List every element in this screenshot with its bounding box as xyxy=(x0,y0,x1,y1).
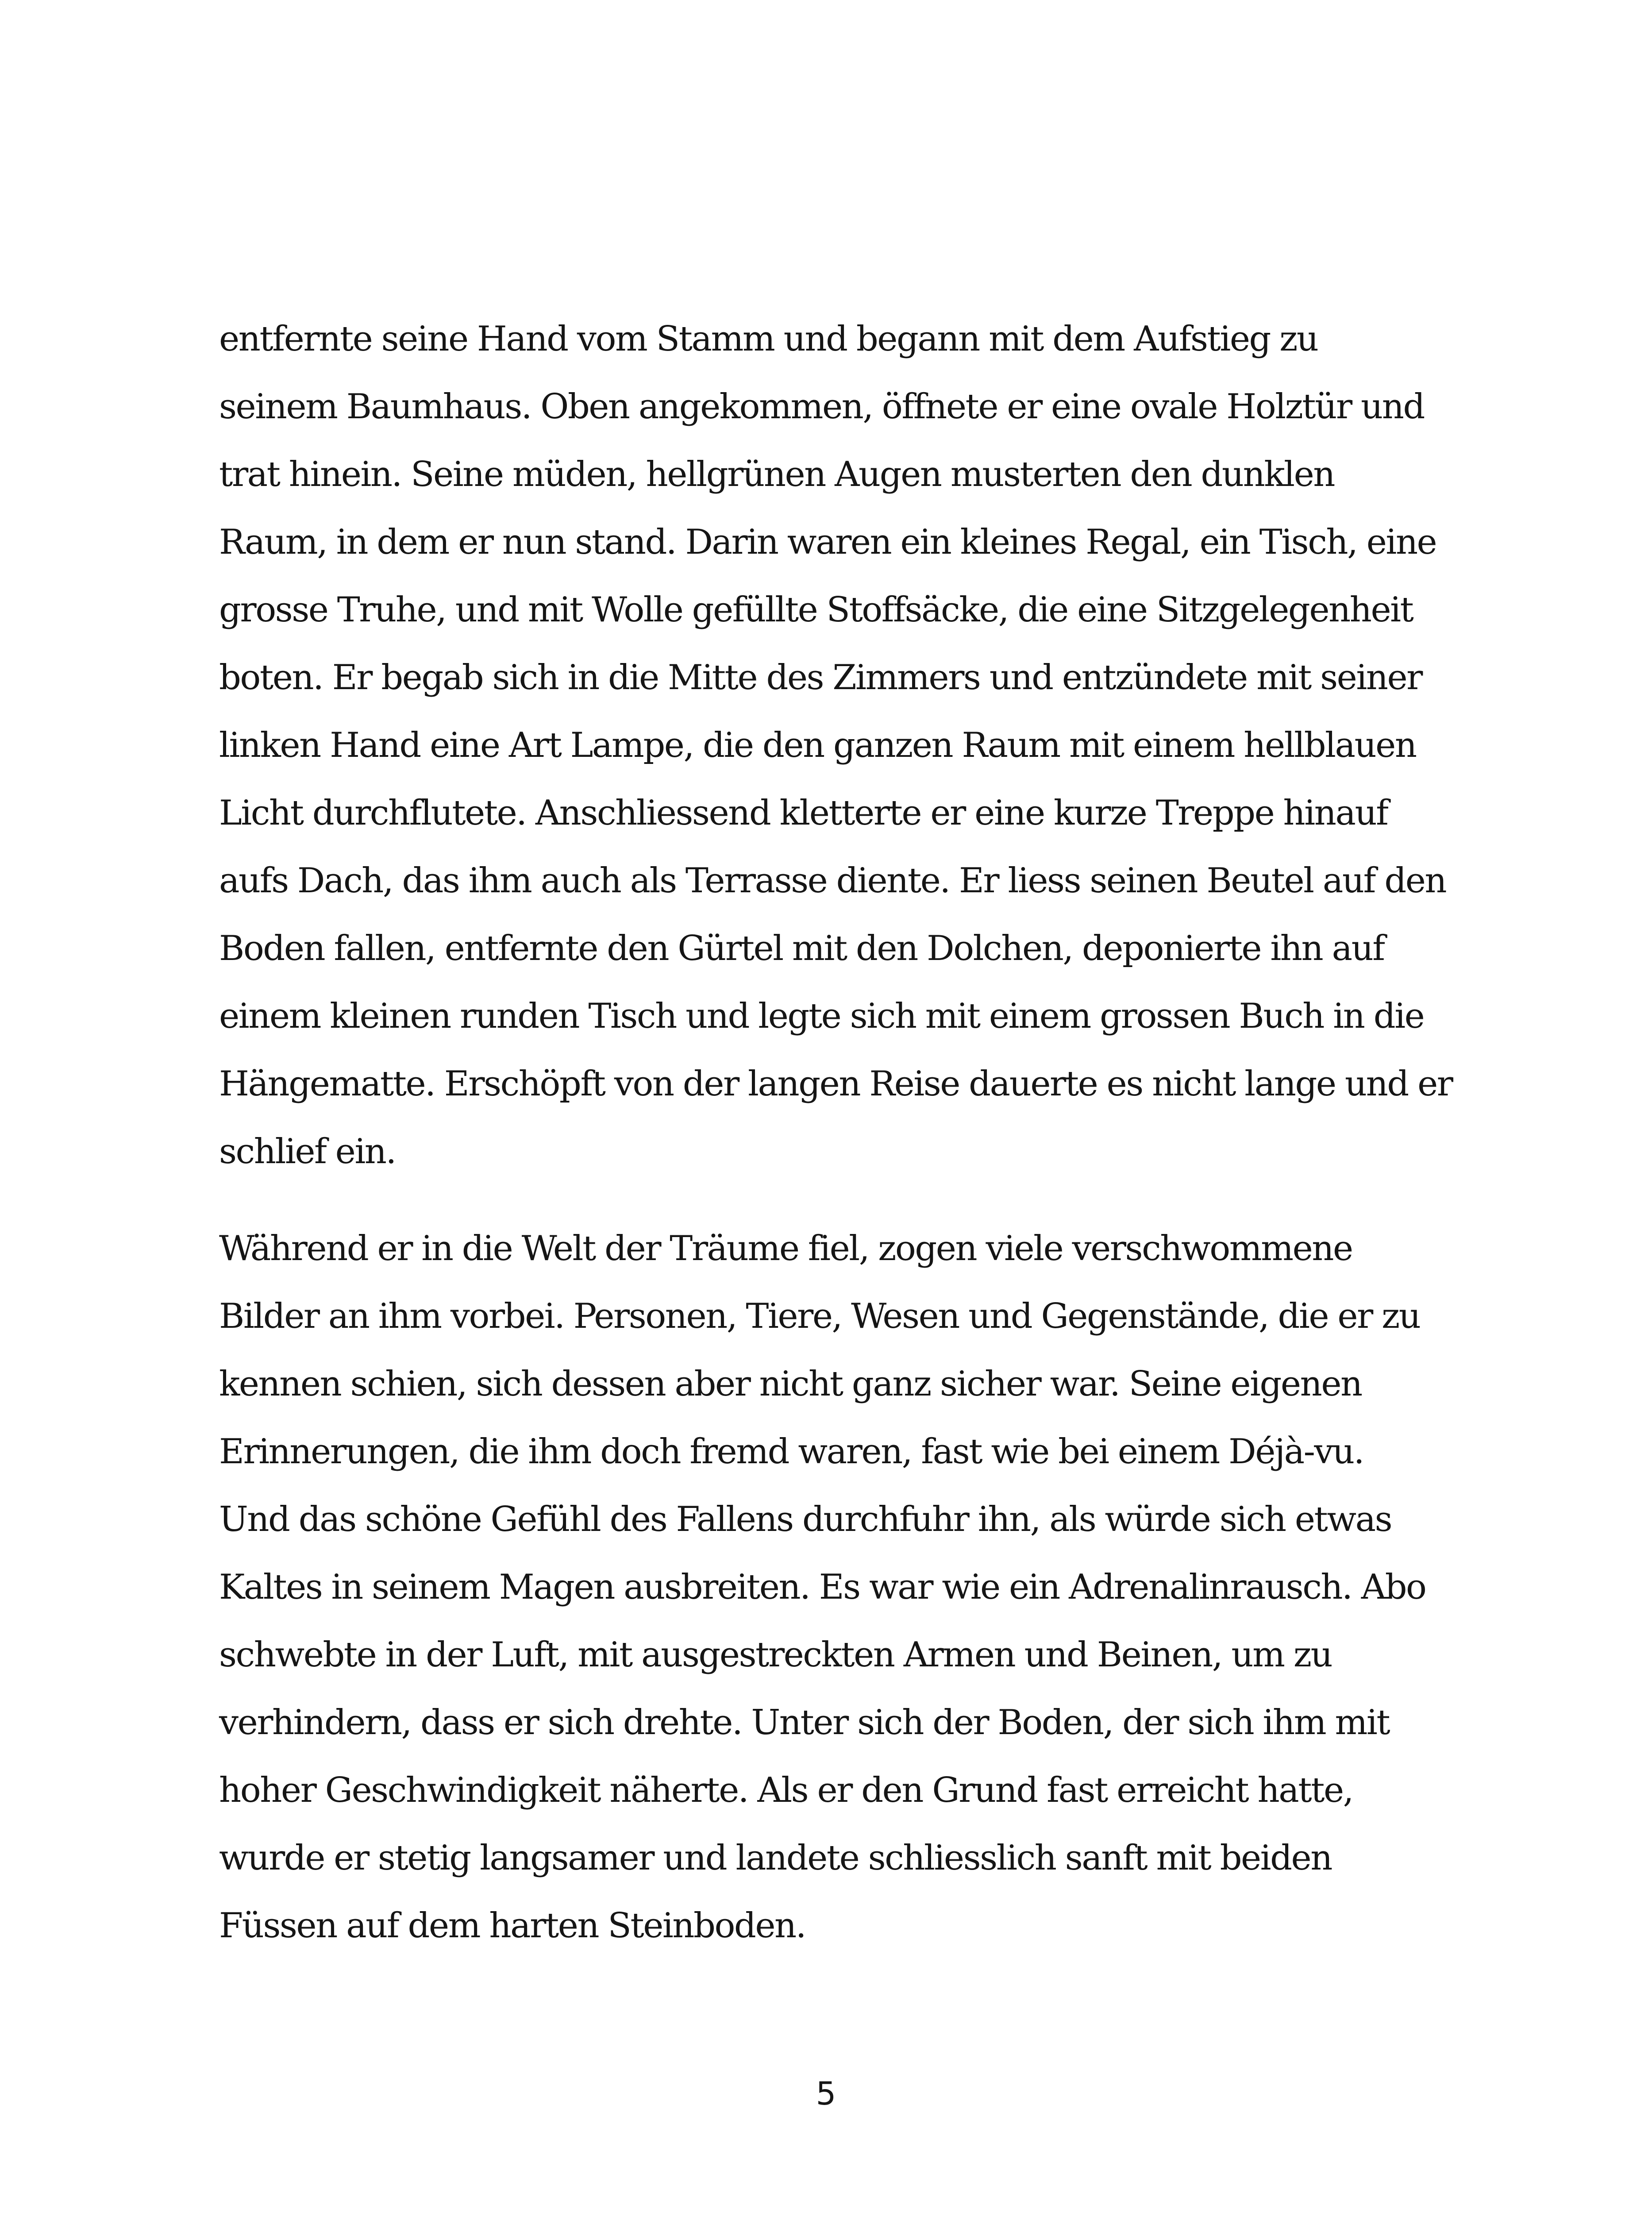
text-line: verhindern, dass er sich drehte. Unter sich der Boden, der sich ihm mit xyxy=(219,1703,1390,1743)
text-line: Licht durchflutete. Anschliessend kletterte er eine kurze Treppe hinauf xyxy=(219,793,1388,833)
text-line: Raum, in dem er nun stand. Darin waren ein kleines Regal, ein Tisch, eine xyxy=(219,522,1436,562)
text-line: grosse Truhe, und mit Wolle gefüllte Stoffsäcke, die eine Sitzgelegenheit xyxy=(219,590,1413,630)
text-line: Bilder an ihm vorbei. Personen, Tiere, Wesen und Gegenstände, die er zu xyxy=(219,1296,1420,1336)
paragraph-2 xyxy=(219,1215,1440,1960)
text-line: Während er in die Welt der Träume fiel, zogen viele verschwommene xyxy=(219,1229,1352,1268)
text-line: einem kleinen runden Tisch und legte sich mit einem grossen Buch in die xyxy=(219,996,1424,1036)
text-line: boten. Er begab sich in die Mitte des Zimmers und entzündete mit seiner xyxy=(219,658,1422,698)
text-line: Boden fallen, entfernte den Gürtel mit den Dolchen, deponierte ihn auf xyxy=(219,929,1384,968)
text-line: trat hinein. Seine müden, hellgrünen Augen musterten den dunklen xyxy=(219,455,1334,494)
text-line: entfernte seine Hand vom Stamm und begann mit dem Aufstieg zu xyxy=(219,319,1318,359)
paragraph-1 xyxy=(219,305,1452,1186)
text-line: aufs Dach, das ihm auch als Terrasse diente. Er liess seinen Beutel auf den xyxy=(219,861,1446,901)
text-line: Kaltes in seinem Magen ausbreiten. Es war wie ein Adrenalinrausch. Abo xyxy=(219,1567,1426,1607)
text-line: Füssen auf dem harten Steinboden. xyxy=(219,1906,806,1946)
text-line: wurde er stetig langsamer und landete schliesslich sanft mit beiden xyxy=(219,1838,1332,1878)
text-line: Hängematte. Erschöpft von der langen Reise dauerte es nicht lange und er xyxy=(219,1064,1452,1104)
text-line: kennen schien, sich dessen aber nicht ganz sicher war. Seine eigenen xyxy=(219,1364,1362,1404)
text-line: schlief ein. xyxy=(219,1132,396,1172)
text-line: Erinnerungen, die ihm doch fremd waren, fast wie bei einem Déjà-vu. xyxy=(219,1432,1364,1472)
page-number: 5 xyxy=(816,2075,836,2112)
text-line: hoher Geschwindigkeit näherte. Als er den Grund fast erreicht hatte, xyxy=(219,1770,1353,1810)
text-line: schwebte in der Luft, mit ausgestreckten Armen und Beinen, um zu xyxy=(219,1635,1332,1675)
text-line: Und das schöne Gefühl des Fallens durchfuhr ihn, als würde sich etwas xyxy=(219,1500,1392,1539)
text-line: seinem Baumhaus. Oben angekommen, öffnete er eine ovale Holztür und xyxy=(219,387,1424,427)
text-line: linken Hand eine Art Lampe, die den ganzen Raum mit einem hellblauen xyxy=(219,725,1416,765)
